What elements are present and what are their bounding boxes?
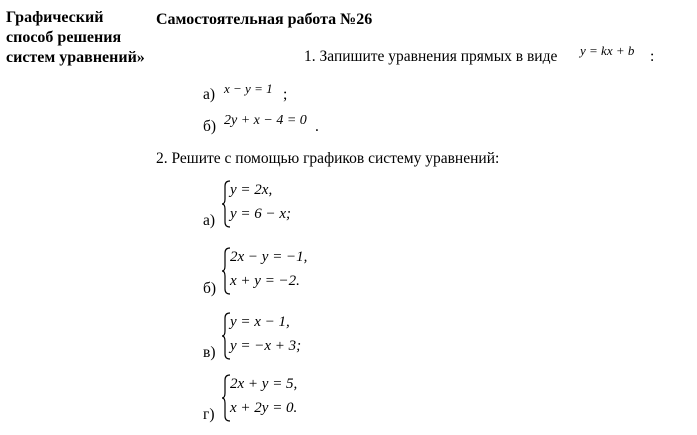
system-b-label: б) (203, 280, 217, 297)
system-v-label: в) (203, 344, 216, 361)
page-title: Самостоятельная работа №26 (156, 11, 373, 28)
system-v (222, 312, 362, 362)
task1-item-b-eq: 2y + x − 4 = 0 (224, 113, 307, 128)
system-b (222, 247, 362, 297)
task1-item-a-tail: ; (283, 86, 288, 103)
system-a-label: а) (203, 212, 216, 229)
system-b-eq2: x + y = −2. (230, 273, 300, 289)
task1-item-a-label: а) (203, 86, 216, 103)
task1-item-b-label: б) (203, 118, 217, 135)
topic-line-1: Графический (6, 9, 104, 26)
task1-item-a-eq: x − y = 1 (224, 81, 273, 96)
task1-text: 1. Запишите уравнения прямых в виде (304, 48, 558, 65)
task1-end: : (650, 48, 655, 65)
system-v-eq1: y = x − 1, (230, 314, 290, 330)
topic-heading (6, 8, 145, 68)
system-g-eq1: 2x + y = 5, (230, 376, 298, 392)
task2-text: 2. Решите с помощью графиков систему уравнений: (156, 150, 500, 167)
topic-line-2: способ решения (6, 29, 122, 46)
system-a-eq1: y = 2x, (230, 182, 273, 198)
system-g (222, 374, 362, 424)
system-a-eq2: y = 6 − x; (230, 206, 292, 222)
topic-line-3: систем уравнений» (6, 49, 145, 66)
system-a (222, 180, 342, 230)
system-g-eq2: x + 2y = 0. (230, 400, 298, 416)
task1-item-b-tail: . (315, 118, 319, 135)
task1-form: y = kx + b (580, 43, 635, 58)
system-g-label: г) (203, 406, 215, 423)
system-b-eq1: 2x − y = −1, (230, 249, 308, 265)
system-v-eq2: y = −x + 3; (230, 338, 302, 354)
